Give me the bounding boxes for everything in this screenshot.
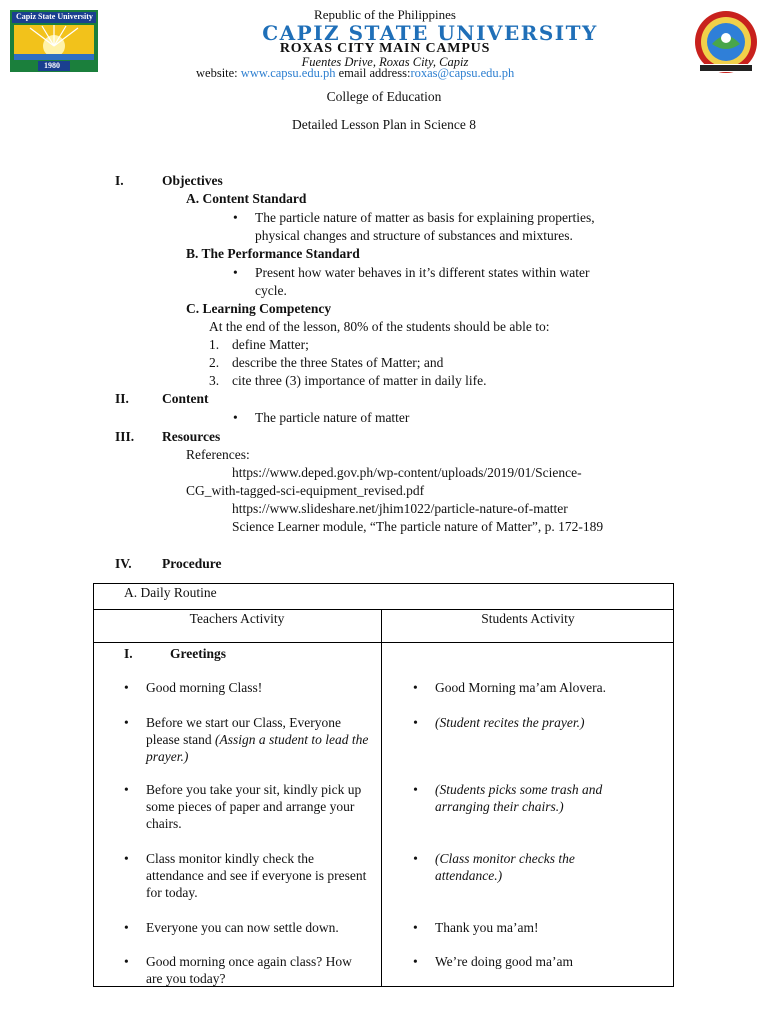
reference-slideshare: https://www.slideshare.net/jhim1022/particle-nature-of-matter bbox=[232, 501, 568, 516]
reference-deped-2: CG_with-tagged-sci-equipment_revised.pdf bbox=[186, 483, 425, 498]
header-campus: ROXAS CITY MAIN CAMPUS bbox=[279, 41, 491, 56]
reference-deped-1: https://www.deped.gov.ph/wp-content/uploads/2019/01/Science- bbox=[232, 465, 582, 480]
performance-standard-text-2: cycle. bbox=[255, 283, 287, 298]
capsu-logo-year: 1980 bbox=[44, 61, 60, 70]
greetings-heading: Greetings bbox=[170, 646, 226, 661]
capsu-logo-text: Capiz State University bbox=[16, 12, 93, 21]
teacher-line: • Good morning once again class? How are you today? bbox=[146, 953, 368, 987]
student-line: • We’re doing good ma’am bbox=[435, 953, 667, 970]
content-numeral: II. bbox=[115, 391, 129, 406]
competency-item: describe the three States of Matter; and bbox=[232, 355, 444, 370]
college-of-education-seal-icon bbox=[686, 8, 768, 76]
student-line: • (Student recites the prayer.) bbox=[435, 714, 667, 731]
students-activity-header: Students Activity bbox=[481, 611, 575, 626]
teacher-line bbox=[146, 714, 378, 765]
lesson-title: Detailed Lesson Plan in Science 8 bbox=[291, 117, 477, 132]
procedure-numeral: IV. bbox=[115, 556, 132, 571]
header-university: CAPIZ STATE UNIVERSITY bbox=[262, 21, 598, 45]
procedure-heading: Procedure bbox=[162, 556, 222, 571]
teacher-line: • Class monitor kindly check the attendance and see if everyone is present for today. bbox=[146, 850, 368, 901]
teacher-line: • Good morning Class! bbox=[146, 679, 376, 696]
teacher-line-text: Before we start our Class, Everyone please stand bbox=[146, 715, 341, 747]
student-line: • Good Morning ma’am Alovera. bbox=[435, 679, 667, 696]
objectives-heading: Objectives bbox=[162, 173, 223, 188]
daily-routine-label: A. Daily Routine bbox=[124, 585, 217, 600]
reference-learner-module: Science Learner module, “The particle nature of Matter”, p. 172-189 bbox=[232, 519, 604, 534]
content-standard-heading: A. Content Standard bbox=[186, 191, 307, 206]
competency-item: cite three (3) importance of matter in daily life. bbox=[232, 373, 487, 388]
competency-item: define Matter; bbox=[232, 337, 309, 352]
competency-number: 2. bbox=[209, 355, 220, 370]
references-label: References: bbox=[186, 447, 250, 462]
student-line: • Thank you ma’am! bbox=[435, 919, 667, 936]
student-line: • (Class monitor checks the attendance.) bbox=[435, 850, 635, 884]
header-contact-line bbox=[196, 64, 514, 82]
table-column-divider bbox=[381, 609, 382, 987]
email-label: email address: bbox=[335, 66, 411, 80]
teacher-line: • Everyone you can now settle down. bbox=[146, 919, 378, 936]
header-address: Fuentes Drive, Roxas City, Capiz bbox=[301, 55, 469, 69]
performance-standard-text-1: • Present how water behaves in it’s different states within water bbox=[255, 264, 590, 282]
objectives-numeral: I. bbox=[115, 173, 124, 188]
website-link[interactable]: www.capsu.edu.ph bbox=[240, 66, 336, 80]
website-label: website: bbox=[196, 66, 241, 80]
teachers-activity-header: Teachers Activity bbox=[189, 611, 285, 626]
table-divider bbox=[93, 642, 674, 643]
content-item: • The particle nature of matter bbox=[255, 409, 409, 427]
email-link[interactable]: roxas@capsu.edu.ph bbox=[410, 66, 515, 80]
content-standard-text-2: physical changes and structure of substances and mixtures. bbox=[255, 228, 573, 243]
performance-standard-heading: B. The Performance Standard bbox=[186, 246, 360, 261]
resources-numeral: III. bbox=[115, 429, 135, 444]
header-republic: Republic of the Philippines bbox=[314, 7, 456, 22]
capsu-logo bbox=[10, 10, 98, 72]
teacher-line-note: (Assign a student to lead the prayer.) bbox=[146, 732, 369, 764]
content-heading: Content bbox=[162, 391, 209, 406]
resources-heading: Resources bbox=[162, 429, 221, 444]
teacher-line: • Before you take your sit, kindly pick up some pieces of paper and arrange your chairs. bbox=[146, 781, 378, 832]
competency-number: 3. bbox=[209, 373, 220, 388]
content-standard-text-1: • The particle nature of matter as basis for explaining properties, bbox=[255, 209, 595, 227]
college-name: College of Education bbox=[326, 89, 442, 104]
learning-competency-heading: C. Learning Competency bbox=[186, 301, 332, 316]
competency-number: 1. bbox=[209, 337, 220, 352]
greetings-numeral: I. bbox=[124, 646, 133, 661]
learning-competency-intro: At the end of the lesson, 80% of the students should be able to: bbox=[209, 319, 550, 334]
student-line: • (Students picks some trash and arranging their chairs.) bbox=[435, 781, 659, 815]
